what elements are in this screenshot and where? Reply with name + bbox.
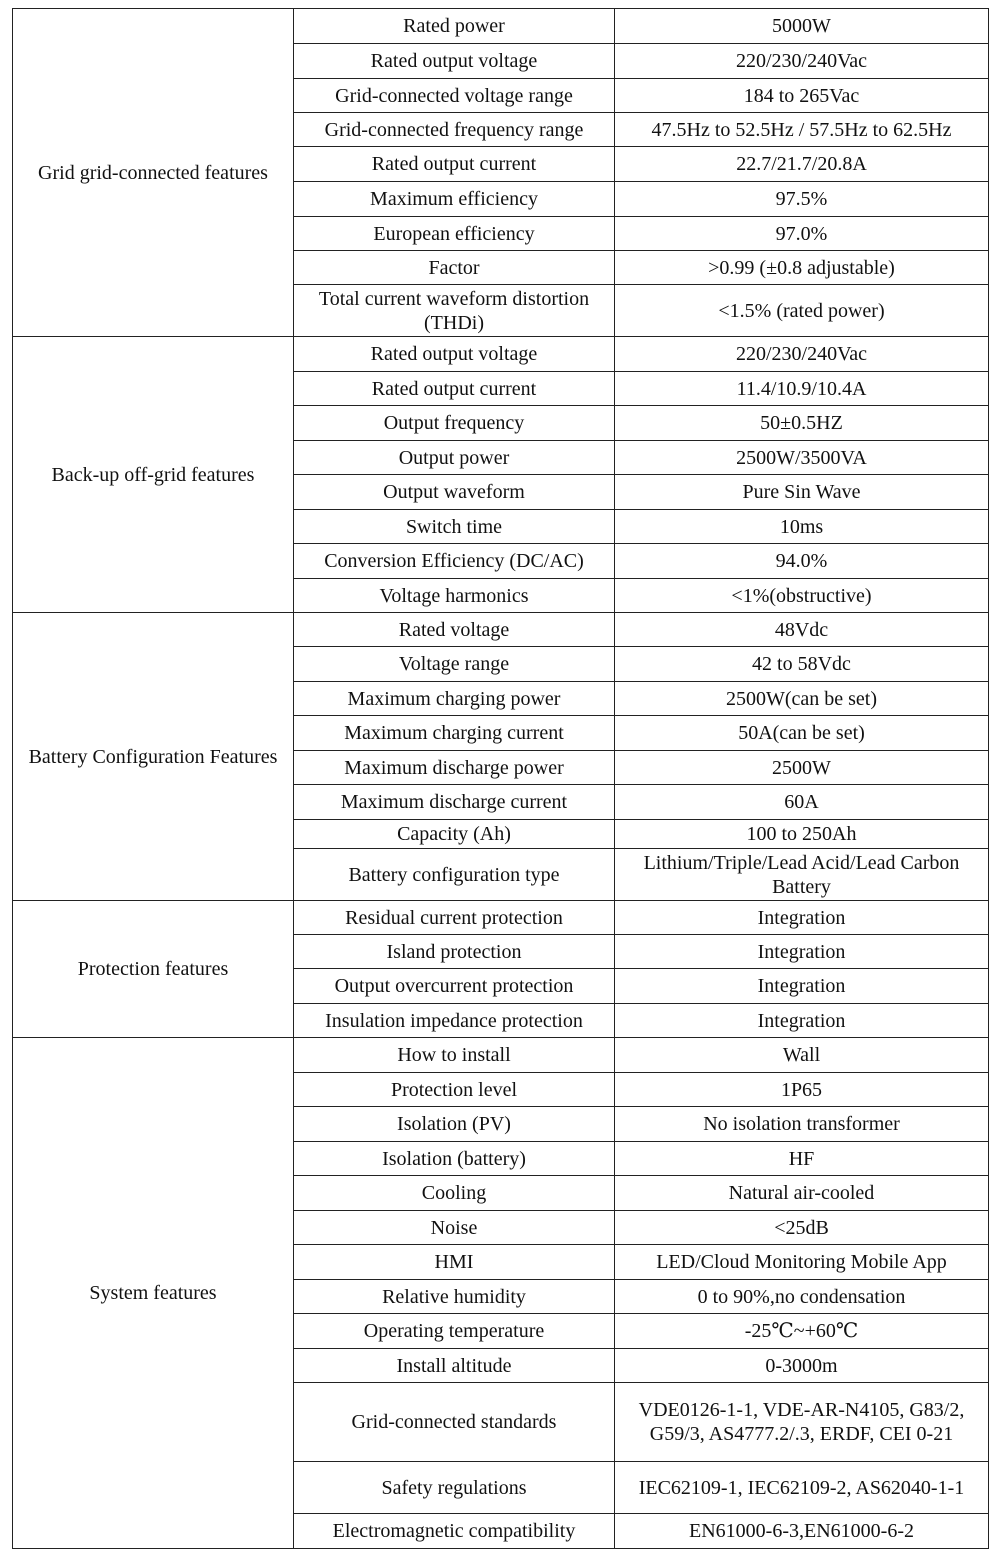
parameter-cell: Factor [294, 251, 615, 285]
value-cell: 10ms [615, 510, 989, 544]
value-cell: -25℃~+60℃ [615, 1314, 989, 1349]
value-cell: IEC62109-1, IEC62109-2, AS62040-1-1 [615, 1462, 989, 1514]
section-title: Protection features [13, 901, 294, 1038]
parameter-cell: Capacity (Ah) [294, 820, 615, 849]
parameter-cell: Residual current protection [294, 901, 615, 935]
parameter-cell: Maximum efficiency [294, 182, 615, 217]
value-cell: HF [615, 1142, 989, 1176]
value-cell: 5000W [615, 9, 989, 44]
table-row [13, 1038, 989, 1073]
parameter-cell: Isolation (battery) [294, 1142, 615, 1176]
parameter-cell: Install altitude [294, 1349, 615, 1383]
value-cell: <1%(obstructive) [615, 579, 989, 613]
value-cell: 47.5Hz to 52.5Hz / 57.5Hz to 62.5Hz [615, 113, 989, 147]
value-cell: 42 to 58Vdc [615, 647, 989, 682]
value-cell: 220/230/240Vac [615, 337, 989, 372]
value-cell: LED/Cloud Monitoring Mobile App [615, 1245, 989, 1280]
value-cell: 0 to 90%,no condensation [615, 1280, 989, 1314]
value-cell: 11.4/10.9/10.4A [615, 372, 989, 406]
parameter-cell: Voltage range [294, 647, 615, 682]
parameter-cell: Maximum charging power [294, 682, 615, 716]
parameter-cell: Safety regulations [294, 1462, 615, 1514]
parameter-cell: Operating temperature [294, 1314, 615, 1349]
parameter-cell: Noise [294, 1211, 615, 1245]
parameter-cell: Maximum discharge current [294, 785, 615, 820]
value-cell: Integration [615, 901, 989, 935]
parameter-cell: Maximum charging current [294, 716, 615, 751]
parameter-cell: How to install [294, 1038, 615, 1073]
value-cell: 97.0% [615, 217, 989, 251]
parameter-cell: Insulation impedance protection [294, 1004, 615, 1038]
value-cell: Lithium/Triple/Lead Acid/Lead Carbon Battery [615, 849, 989, 901]
value-cell: 48Vdc [615, 613, 989, 647]
parameter-cell: Grid-connected standards [294, 1383, 615, 1462]
value-cell: VDE0126-1-1, VDE-AR-N4105, G83/2, G59/3, AS4777.2/.3, ERDF, CEI 0-21 [615, 1383, 989, 1462]
parameter-cell: Rated output current [294, 372, 615, 406]
value-cell: Integration [615, 969, 989, 1004]
value-cell: Integration [615, 1004, 989, 1038]
parameter-cell: Grid-connected frequency range [294, 113, 615, 147]
parameter-cell: Output waveform [294, 475, 615, 510]
section-title: Grid grid-connected features [13, 9, 294, 337]
table-row [13, 901, 989, 935]
value-cell: 100 to 250Ah [615, 820, 989, 849]
value-cell: >0.99 (±0.8 adjustable) [615, 251, 989, 285]
value-cell: 2500W [615, 751, 989, 785]
value-cell: 0-3000m [615, 1349, 989, 1383]
parameter-cell: HMI [294, 1245, 615, 1280]
parameter-cell: Rated voltage [294, 613, 615, 647]
parameter-cell: Protection level [294, 1073, 615, 1107]
parameter-cell: Electromagnetic compatibility [294, 1514, 615, 1549]
value-cell: 220/230/240Vac [615, 44, 989, 79]
parameter-cell: Voltage harmonics [294, 579, 615, 613]
parameter-cell: Rated output voltage [294, 44, 615, 79]
value-cell: Pure Sin Wave [615, 475, 989, 510]
value-cell: <25dB [615, 1211, 989, 1245]
table-row [13, 613, 989, 647]
parameter-cell: Rated power [294, 9, 615, 44]
value-cell: 2500W/3500VA [615, 441, 989, 475]
value-cell: 2500W(can be set) [615, 682, 989, 716]
parameter-cell: Output power [294, 441, 615, 475]
value-cell: Wall [615, 1038, 989, 1073]
parameter-cell: Rated output current [294, 147, 615, 182]
parameter-cell: European efficiency [294, 217, 615, 251]
value-cell: 1P65 [615, 1073, 989, 1107]
parameter-cell: Maximum discharge power [294, 751, 615, 785]
parameter-cell: Output frequency [294, 406, 615, 441]
parameter-cell: Total current waveform distortion (THDi) [294, 285, 615, 337]
value-cell: 94.0% [615, 544, 989, 579]
spec-table [12, 8, 989, 1549]
parameter-cell: Switch time [294, 510, 615, 544]
section-title: Back-up off-grid features [13, 337, 294, 613]
value-cell: <1.5% (rated power) [615, 285, 989, 337]
parameter-cell: Cooling [294, 1176, 615, 1211]
parameter-cell: Island protection [294, 935, 615, 969]
parameter-cell: Rated output voltage [294, 337, 615, 372]
value-cell: No isolation transformer [615, 1107, 989, 1142]
value-cell: EN61000-6-3,EN61000-6-2 [615, 1514, 989, 1549]
value-cell: Natural air-cooled [615, 1176, 989, 1211]
parameter-cell: Isolation (PV) [294, 1107, 615, 1142]
value-cell: Integration [615, 935, 989, 969]
value-cell: 184 to 265Vac [615, 79, 989, 113]
section-title: Battery Configuration Features [13, 613, 294, 901]
table-row [13, 9, 989, 44]
table-row [13, 337, 989, 372]
value-cell: 60A [615, 785, 989, 820]
spec-table-body [13, 9, 989, 1549]
parameter-cell: Grid-connected voltage range [294, 79, 615, 113]
value-cell: 97.5% [615, 182, 989, 217]
parameter-cell: Battery configuration type [294, 849, 615, 901]
value-cell: 50A(can be set) [615, 716, 989, 751]
value-cell: 22.7/21.7/20.8A [615, 147, 989, 182]
parameter-cell: Conversion Efficiency (DC/AC) [294, 544, 615, 579]
value-cell: 50±0.5HZ [615, 406, 989, 441]
section-title: System features [13, 1038, 294, 1549]
parameter-cell: Relative humidity [294, 1280, 615, 1314]
parameter-cell: Output overcurrent protection [294, 969, 615, 1004]
